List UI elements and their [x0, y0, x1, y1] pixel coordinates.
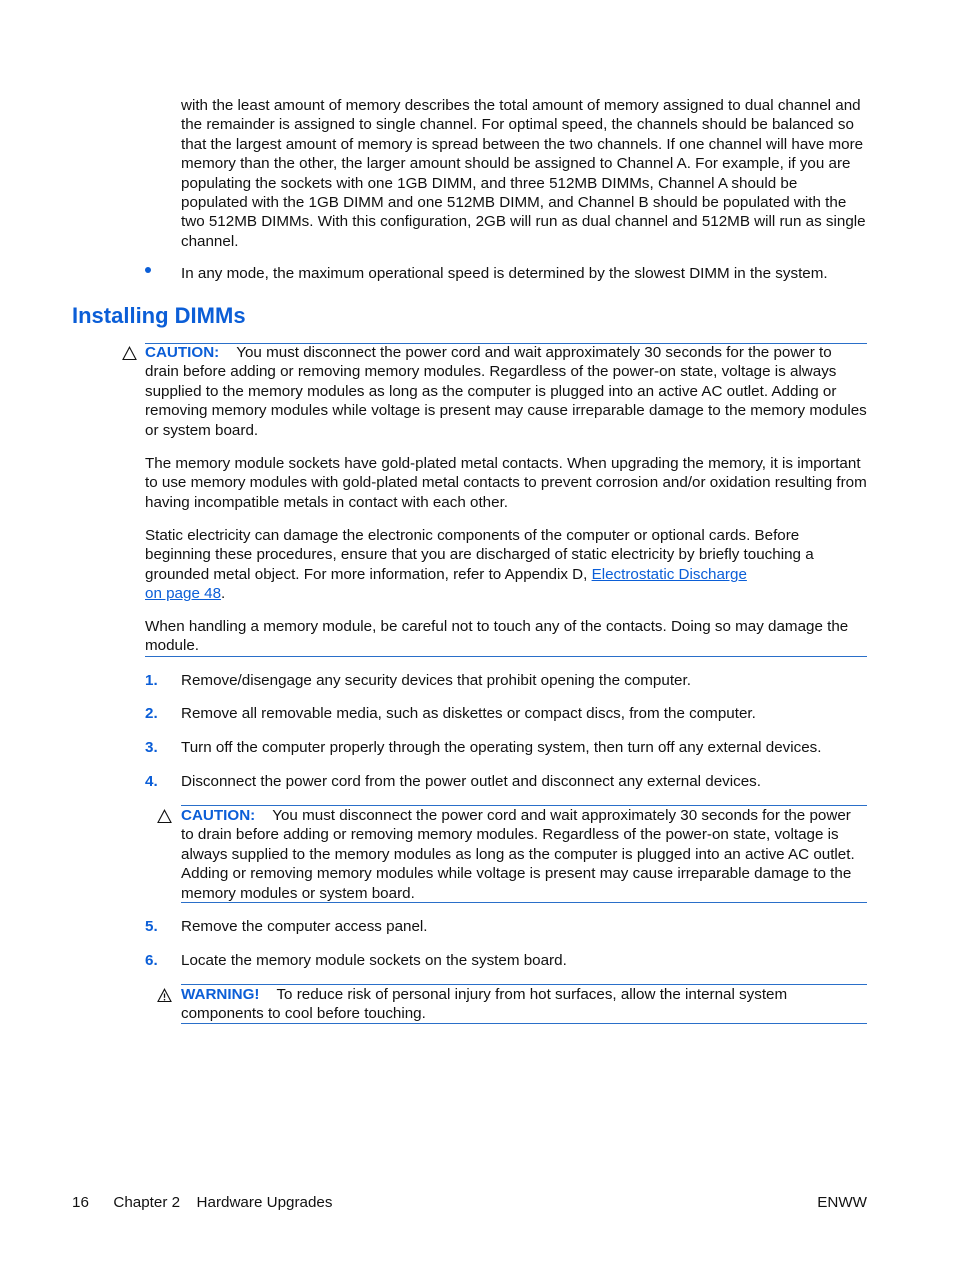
footer-enww: ENWW [817, 1194, 867, 1211]
step-text: Remove the computer access panel. [181, 918, 428, 935]
warning-note [181, 985, 867, 1024]
static-text-end: . [221, 585, 226, 603]
caution-triangle-icon [122, 346, 137, 361]
caution-text: You must disconnect the power cord and wait approximately 30 seconds for the power to drain before adding or removing memory modules. Regardless of the power-on state, voltage is always supplied to the memory modules as long as the computer is plugged into an active AC outlet. Adding or removing memory modules while voltage is present may cause irreparable damage to the memory modules or system board. [181, 807, 855, 902]
step-number: 2. [145, 705, 158, 722]
static-text: Static electricity can damage the electronic components of the computer or optional cards. Before beginning these procedures, ensure that you are discharged of static electricity by briefly touching a grounded metal object. For more information, refer to Appendix D, [145, 527, 814, 583]
footer-chapter-title: Hardware Upgrades [196, 1194, 333, 1211]
page-footer [72, 1193, 332, 1212]
step-number: 4. [145, 773, 158, 790]
step-text: Disconnect the power cord from the power outlet and disconnect any external devices. [181, 773, 761, 790]
section-heading: Installing DIMMs [72, 303, 246, 328]
bullet-item: In any mode, the maximum operational speed is determined by the slowest DIMM in the system. [181, 265, 828, 282]
step-text: Remove/disengage any security devices that prohibit opening the computer. [181, 672, 691, 689]
step-text: Remove all removable media, such as diskettes or compact discs, from the computer. [181, 705, 756, 722]
static-paragraph [145, 526, 867, 604]
page-number: 16 [72, 1194, 89, 1211]
warning-text: To reduce risk of personal injury from hot surfaces, allow the internal system components to cool before touching. [181, 986, 788, 1023]
caution-triangle-icon [157, 809, 172, 824]
warning-bottom-rule [181, 1023, 867, 1024]
warning-label: WARNING! [181, 986, 260, 1003]
esd-link[interactable]: Electrostatic Discharge [591, 565, 747, 583]
footer-chapter: Chapter 2 [113, 1194, 181, 1211]
caution-text: You must disconnect the power cord and wait approximately 30 seconds for the power to drain before adding or removing memory modules. Regardless of the power-on state, voltage is always supplied to the memory modules as long as the computer is plugged into an active AC outlet. Adding or removing memory modules while voltage is present may cause irreparable damage to the memory modules or system board. [145, 344, 867, 439]
page-link[interactable]: on page 48 [145, 585, 222, 603]
step-caution-bottom-rule [181, 902, 867, 903]
step-number: 5. [145, 918, 158, 935]
step-caution-note [181, 806, 867, 903]
step-text: Turn off the computer properly through the operating system, then turn off any external devices. [181, 739, 822, 756]
step-number: 3. [145, 739, 158, 756]
caution-bottom-rule [145, 656, 867, 657]
intro-paragraph: with the least amount of memory describes the total amount of memory assigned to dual channel and the remainder is assigned to single channel. For optimal speed, the channels should be balanced so that the largest amount of memory is spread between the two channels. If one channel will have more memory than the other, the larger amount should be assigned to Channel A. For example, if you are populating the sockets with one 1GB DIMM, and three 512MB DIMMs, Channel A should be populated with the 1GB DIMM and one 512MB DIMM, and Channel B should be populated with the two 512MB DIMMs. With this configuration, 2GB will run as dual channel and 512MB will run as single channel. [181, 97, 866, 250]
gold-contacts-paragraph: The memory module sockets have gold-plated metal contacts. When upgrading the memory, it is important to use memory modules with gold-plated metal contacts to prevent corrosion and/or oxidation resulting from having incompatible metals in contact with each other. [145, 455, 867, 511]
step-text: Locate the memory module sockets on the system board. [181, 952, 567, 969]
handling-paragraph: When handling a memory module, be careful not to touch any of the contacts. Doing so may damage the module. [145, 618, 849, 655]
caution-label: CAUTION: [181, 807, 256, 824]
step-number: 6. [145, 952, 158, 969]
caution-note [145, 343, 867, 440]
bullet-dot-icon [145, 267, 151, 273]
warning-triangle-icon [157, 988, 172, 1003]
step-number: 1. [145, 672, 158, 689]
caution-label: CAUTION: [145, 344, 220, 361]
